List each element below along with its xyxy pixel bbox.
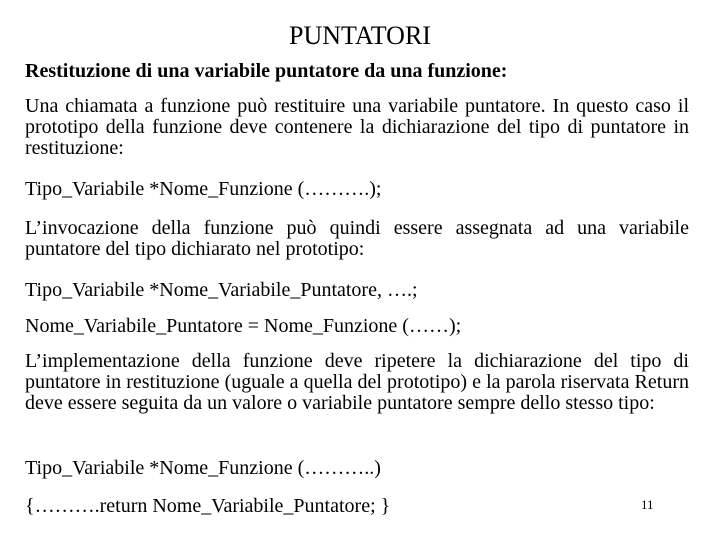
code-assignment: Nome_Variabile_Puntatore = Nome_Funzione (……); bbox=[25, 315, 462, 337]
code-function-header: Tipo_Variabile *Nome_Funzione (………..) bbox=[25, 457, 381, 479]
code-pointer-declaration: Tipo_Variabile *Nome_Variabile_Puntatore, ….; bbox=[25, 279, 418, 301]
code-function-body: {……….return Nome_Variabile_Puntatore; } bbox=[25, 495, 391, 517]
paragraph-implementation: L’implementazione della funzione deve ripetere la dichiarazione del tipo di puntatore in restituzione (uguale a quella del prototipo) e la parola riservata Return deve essere seguita da un valore o variabile puntatore sempre dello stesso tipo: bbox=[25, 350, 689, 414]
slide-title: PUNTATORI bbox=[289, 21, 431, 50]
paragraph-intro: Una chiamata a funzione può restituire una variabile puntatore. In questo caso il prototipo della funzione deve contenere la dichiarazione del tipo di puntatore in restituzione: bbox=[25, 95, 689, 159]
code-prototype: Tipo_Variabile *Nome_Funzione (……….); bbox=[25, 178, 382, 200]
paragraph-invocation: L’invocazione della funzione può quindi essere assegnata ad una variabile puntatore del tipo dichiarato nel prototipo: bbox=[25, 217, 689, 260]
page-number: 11 bbox=[641, 497, 654, 512]
slide-subtitle: Restituzione di una variabile puntatore da una funzione: bbox=[25, 60, 508, 82]
